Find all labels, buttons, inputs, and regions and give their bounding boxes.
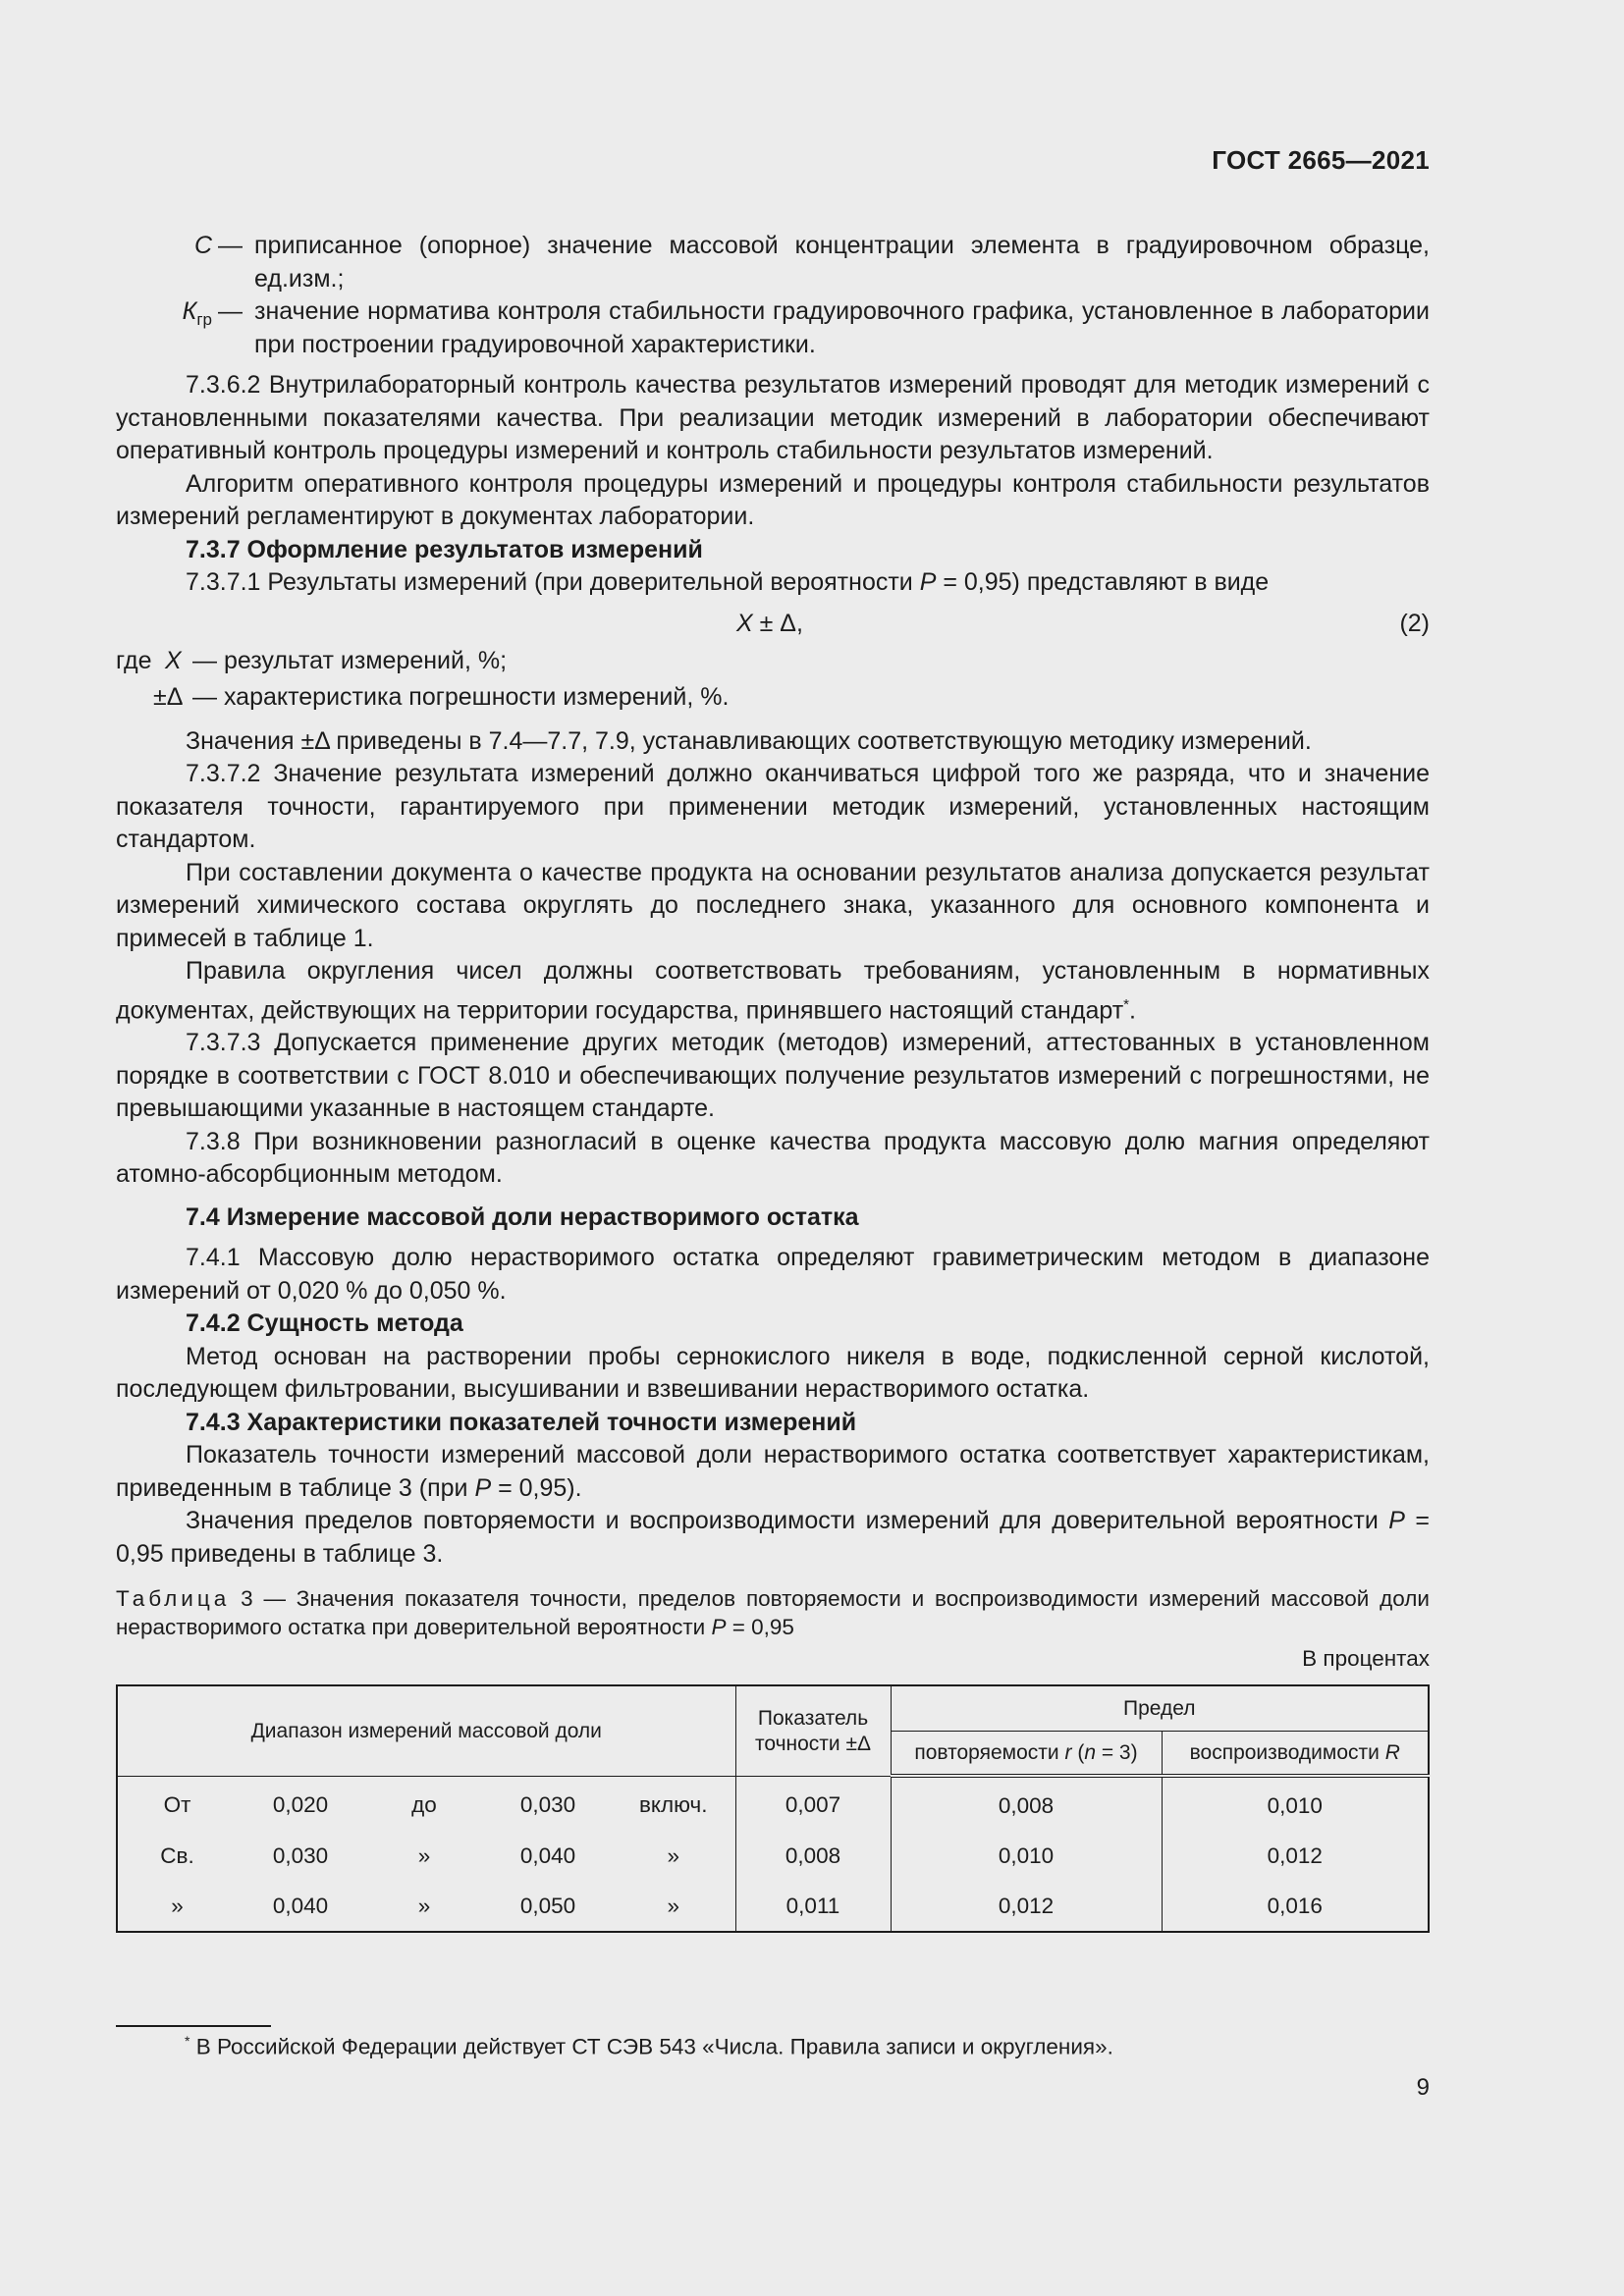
definition-c — [116, 230, 1430, 295]
formula-2 — [116, 606, 1430, 645]
paragraph-quality-document: При составлении документа о качестве продукта на основании результатов анализа допускается результат измерений химического состава округлять до последнего знака, указанного для основного компонента и примесей в таблице 1. — [116, 858, 1430, 952]
table-cell: » — [417, 1843, 431, 1869]
paragraph-delta-values: Значения ±Δ приведены в 7.4—7.7, 7.9, устанавливающих соответствующую методику измерений. — [186, 726, 1312, 755]
where-delta-text: — характеристика погрешности измерений, %. — [192, 682, 730, 711]
table-cell: 0,016 — [1267, 1894, 1323, 1919]
paragraph-742: Метод основан на растворении пробы сернокислого никеля в воде, подкисленной серной кислотой, последующем фильтровании, высушивании и взвешивании нерастворимого остатка. — [116, 1342, 1430, 1404]
table-cell: Св. — [160, 1843, 194, 1869]
heading-743: 7.4.3 Характеристики показателей точности измерений — [186, 1408, 857, 1436]
paragraph-7362-algorithm: Алгоритм оперативного контроля процедуры измерений и процедуры контроля стабильности результатов измерений регламентируют в документах лаборатории. — [116, 469, 1430, 530]
paragraph-7372: 7.3.7.2 Значение результата измерений должно оканчиваться цифрой того же разряда, что и значение показателя точности, гарантируемого при применении методик измерений, установленных настоящим стандартом. — [116, 760, 1430, 853]
formula-number: (2) — [1399, 609, 1430, 637]
where-x — [116, 645, 1430, 681]
table-cell: включ. — [612, 1776, 735, 1831]
table-header-reproducibility: воспроизводимости R — [1162, 1731, 1429, 1776]
document-header: ГОСТ 2665—2021 — [1212, 145, 1430, 175]
table-cell: От — [163, 1792, 191, 1818]
symbol-c: С — [193, 232, 212, 259]
paragraph-743-accuracy: Показатель точности измерений массовой доли нерастворимого остатка соответствует характеристикам, приведенным в таблице 3 (при Р = 0,95). — [116, 1441, 1430, 1502]
definition-dash: — — [218, 232, 243, 259]
table-row — [117, 1776, 1429, 1831]
table-cell: » — [612, 1881, 735, 1932]
where-delta — [116, 681, 1430, 718]
table-cell: 0,012 — [1267, 1843, 1323, 1869]
footnote-divider — [116, 2025, 271, 2027]
table-cell: 0,011 — [735, 1881, 891, 1932]
table-cell: 0,040 — [272, 1894, 329, 1919]
formula-expression: X ± Δ, — [736, 609, 803, 637]
table-row — [117, 1881, 1429, 1932]
paragraph-7362: 7.3.6.2 Внутрилабораторный контроль качества результатов измерений проводят для методик измерений с установленными показателями качества. При реализации методик измерений в лаборатории обеспечивают оперативный контроль процедуры измерений и контроль стабильности результатов измерений. — [116, 371, 1430, 464]
where-x-text: — результат измерений, %; — [192, 646, 508, 674]
definition-dash: — — [218, 297, 243, 325]
table-cell: 0,008 — [735, 1831, 891, 1881]
table-header-repeatability: повторяемости r (n = 3) — [891, 1731, 1162, 1776]
table-cell: 0,020 — [272, 1792, 329, 1818]
table-header-range: Диапазон измерений массовой доли — [117, 1685, 735, 1776]
paragraph-7371: 7.3.7.1 Результаты измерений (при доверительной вероятности Р = 0,95) представляют в виде — [186, 568, 1270, 596]
paragraph-738: 7.3.8 При возникновении разногласий в оценке качества продукта массовую долю магния определяют атомно-абсорбционным методом. — [116, 1127, 1430, 1189]
table-3-caption: Таблица 3 — Значения показателя точности, пределов повторяемости и воспроизводимости измерений массовой доли нерастворимого остатка при доверительной вероятности Р = 0,95 — [116, 1586, 1430, 1640]
paragraph-rounding: Правила округления чисел должны соответствовать требованиям, установленным в нормативных документах, действующих на территории государства, принявшего настоящий стандарт*. — [116, 957, 1430, 1024]
table-cell: 0,030 — [519, 1792, 576, 1818]
definition-text: приписанное (опорное) значение массовой концентрации элемента в градуировочном образце, ед.изм.; — [254, 232, 1430, 293]
table-cell: 0,040 — [519, 1843, 576, 1869]
where-delta-symbol: ±Δ — [153, 682, 184, 711]
definition-text: значение норматива контроля стабильности градуировочного графика, установленное в лаборатории при построении градуировочной характеристики. — [254, 297, 1430, 358]
heading-737: 7.3.7 Оформление результатов измерений — [186, 535, 703, 563]
symbol-k: $К_{гр}$ — [182, 297, 212, 329]
where-x-symbol: X — [165, 646, 182, 674]
paragraph-7373: 7.3.7.3 Допускается применение других методик (методов) измерений, аттестованных в установленном порядке в соответствии с ГОСТ 8.010 и обеспечивающих получение результатов измерений с погрешностями, не превышающими указанные в настоящем стандарте. — [116, 1029, 1430, 1123]
heading-742: 7.4.2 Сущность метода — [186, 1309, 463, 1338]
table-header-limit: Предел — [891, 1685, 1429, 1731]
table-cell: до — [411, 1792, 437, 1818]
table-cell: » — [417, 1894, 431, 1919]
table-cell: » — [171, 1894, 184, 1919]
table-cell: » — [612, 1831, 735, 1881]
table-cell: 0,050 — [519, 1894, 576, 1919]
table-3 — [116, 1684, 1430, 1933]
footnote: * В Российской Федерации действует СТ СЭВ 543 «Числа. Правила записи и округления». — [185, 2033, 1113, 2059]
where-label: где — [116, 646, 152, 674]
paragraph-741: 7.4.1 Массовую долю нерастворимого остатка определяют гравиметрическим методом в диапазоне измерений от 0,020 % до 0,050 %. — [116, 1244, 1430, 1305]
table-header-accuracy: Показатель точности ±Δ — [735, 1685, 891, 1776]
table-cell: 0,008 — [891, 1776, 1162, 1831]
table-cell: 0,010 — [1267, 1793, 1323, 1819]
table-cell: 0,030 — [272, 1843, 329, 1869]
page-number: 9 — [1416, 2074, 1430, 2101]
heading-74: 7.4 Измерение массовой доли нерастворимого остатка — [186, 1202, 859, 1231]
table-3-units: В процентах — [1302, 1646, 1430, 1672]
table-row — [117, 1831, 1429, 1881]
paragraph-743-limits: Значения пределов повторяемости и воспроизводимости измерений для доверительной вероятности Р = 0,95 приведены в таблице 3. — [116, 1507, 1430, 1568]
definition-k — [116, 295, 1430, 361]
table-cell: 0,012 — [891, 1881, 1162, 1932]
table-cell: 0,007 — [735, 1776, 891, 1831]
page-content — [116, 230, 1430, 1933]
table-cell: 0,010 — [891, 1831, 1162, 1881]
